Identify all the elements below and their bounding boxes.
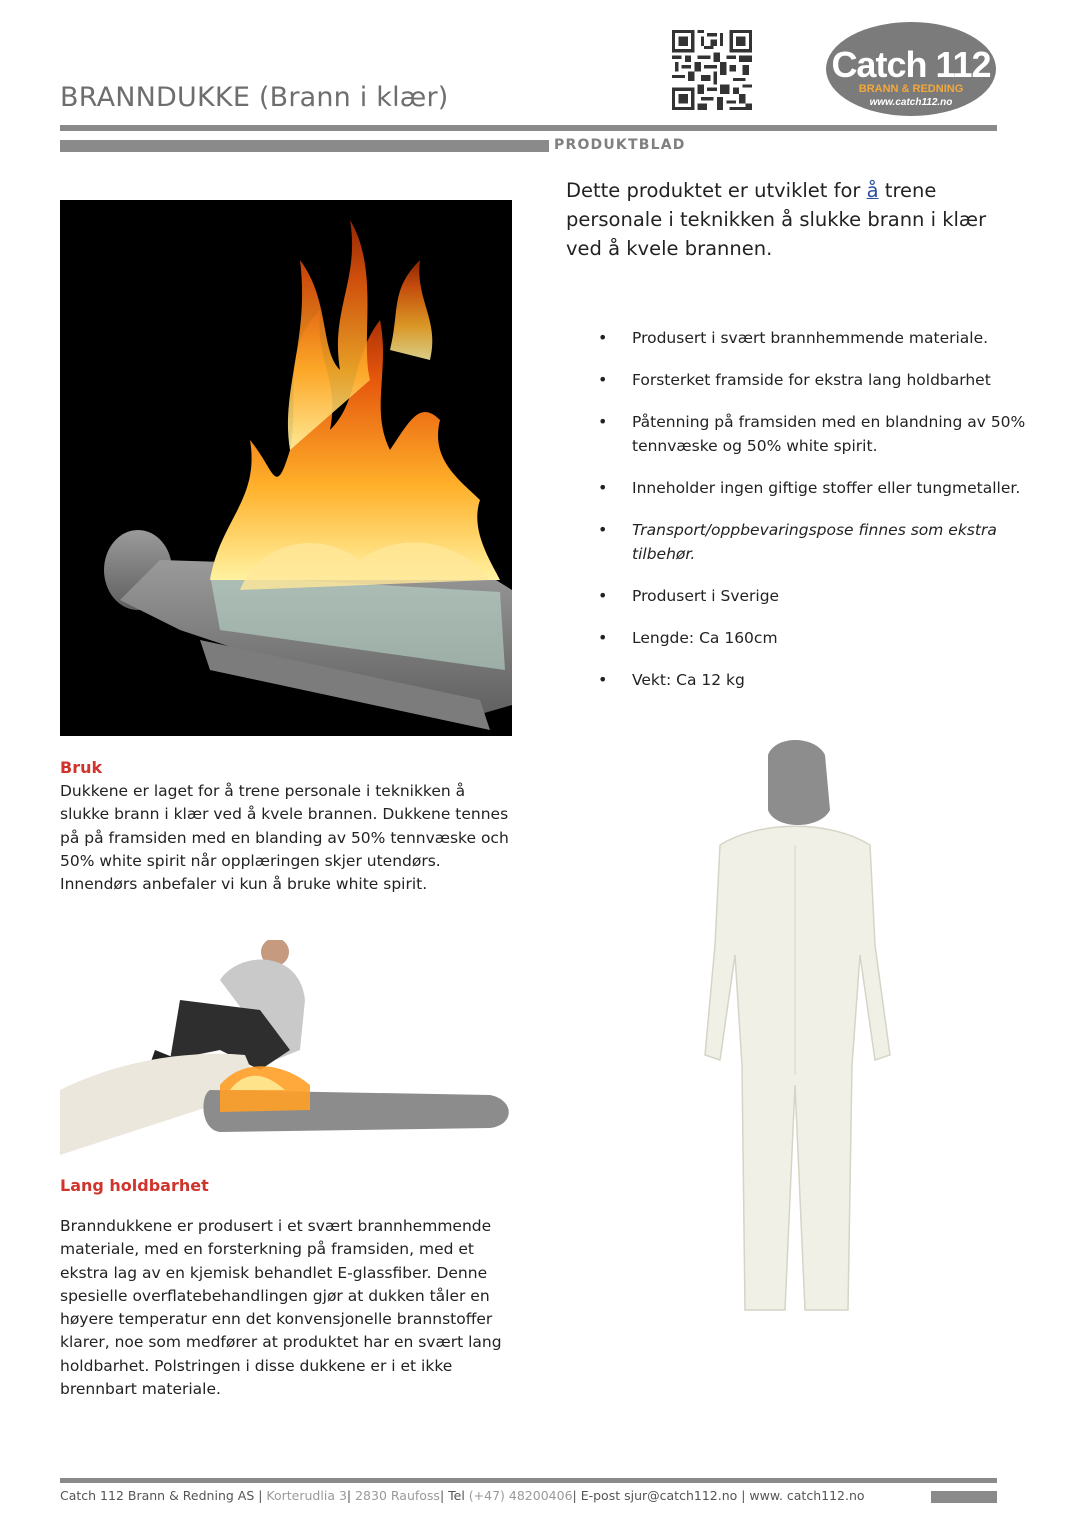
burning-dummy-photo <box>60 200 512 736</box>
list-item: • Inneholder ingen giftige stoffer eller tungmetaller. <box>598 476 1038 500</box>
qr-code-icon <box>670 30 754 110</box>
usage-text: Dukkene er laget for å trene personale i teknikken å slukke brann i klær ved å kvele brannen. Dukkene tennes på på framsiden med en blanding av 50% tennvæske och 50% white spirit når opplæringen skjer utendørs. Innendørs anbefaler vi kun å bruke white spirit. <box>60 782 509 894</box>
durability-heading: Lang holdbarhet <box>60 1176 209 1195</box>
list-item: • Forsterket framside for ekstra lang holdbarhet <box>598 368 1038 392</box>
usage-heading: Bruk <box>60 758 103 777</box>
logo-tagline: BRANN & REDNING <box>858 83 964 95</box>
footer-bar <box>931 1491 997 1503</box>
footer-sep: | <box>346 1488 356 1503</box>
list-item: • Påtenning på framsiden med en blandning av 50% tennvæske og 50% white spirit. <box>598 410 1038 458</box>
list-item: • Transport/oppbevaringspose finnes som ekstra tilbehør. <box>598 518 1038 566</box>
intro-text-end: trene personale i teknikken å slukke brann i klær ved å kvele brannen. <box>566 179 987 260</box>
page-title: BRANNDUKKE (Brann i klær) <box>60 82 449 113</box>
list-item: • Produsert i svært brannhemmende materiale. <box>598 326 1038 350</box>
list-item: • Vekt: Ca 12 kg <box>598 668 1038 692</box>
footer <box>60 1488 865 1503</box>
footer-tel: (+47) 48200406 <box>468 1488 573 1503</box>
training-photo <box>60 940 515 1160</box>
footer-company: Catch 112 Brann & Redning AS | <box>60 1488 267 1503</box>
durability-text: Branndukkene er produsert i et svært brannhemmende materiale, med en forsterkning på framsiden, med et ekstra lag av en kjemisk behandlet E-glassfiber. Denne spesielle overflatebehandlingen gjør at dukken tåler en høyere temperatur enn det konvensjonelle brannstoffer klarer, noe som medfører at produktet har en svært lang holdbarhet. Polstringen i disse dukkene er i et ikke brennbart materiale. <box>60 1217 502 1399</box>
footer-address: Korterudlia 3 <box>266 1488 347 1503</box>
logo-name: Catch 112 <box>831 44 991 85</box>
list-item: • Lengde: Ca 160cm <box>598 626 1038 650</box>
intro-paragraph <box>566 176 1026 263</box>
section-bar <box>60 140 549 152</box>
footer-postal: 2830 Raufoss <box>355 1488 440 1503</box>
header-divider <box>60 125 997 131</box>
logo-url: www.catch112.no <box>869 97 953 108</box>
section-label: PRODUKTBLAD <box>554 137 686 153</box>
standing-dummy-photo <box>680 735 900 1315</box>
company-logo <box>826 22 996 116</box>
intro-text-start: Dette produktet er utviklet for <box>566 179 867 202</box>
list-item: • Produsert i Sverige <box>598 584 1038 608</box>
footer-tel-label: | Tel <box>439 1488 469 1503</box>
feature-list <box>598 326 1038 710</box>
footer-email-web: | E-post sjur@catch112.no | www. catch112.no <box>572 1488 865 1503</box>
intro-link-word[interactable]: å <box>866 179 879 202</box>
footer-divider <box>60 1478 997 1483</box>
